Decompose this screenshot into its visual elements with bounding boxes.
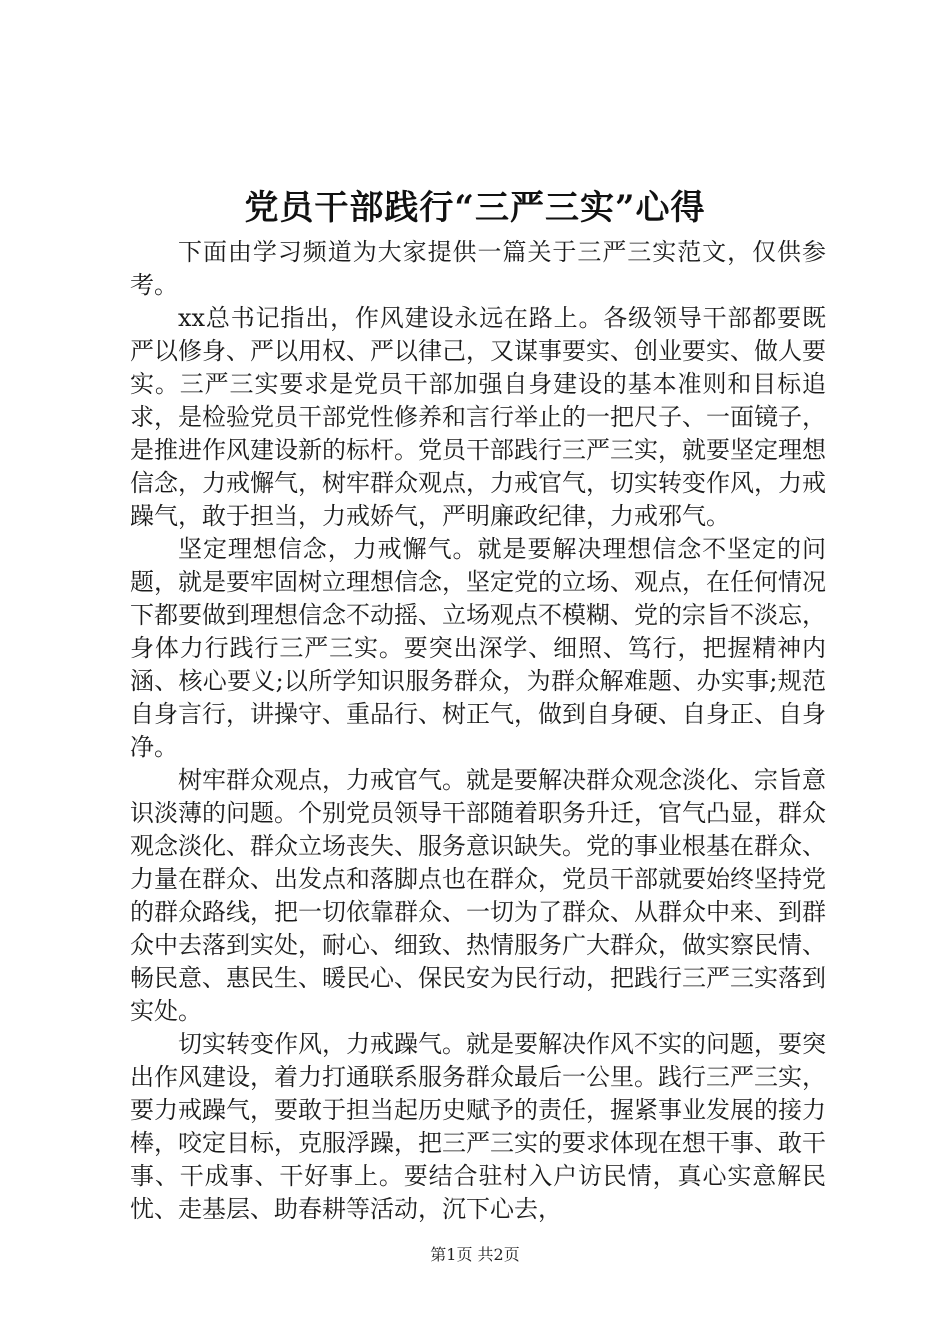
paragraph-work-style: 切实转变作风，力戒躁气。就是要解决作风不实的问题，要突出作风建设，着力打通联系服务群众最后一公里。践行三严三实，要力戒躁气，要敢于担当起历史赋予的责任，握紧事业发展的接力棒，咬定目标，克服浮躁，把三严三实的要求体现在想干事、敢干事、干成事、干好事上。要结合驻村入户访民情，真心实意解民忧、走基层、助春耕等活动，沉下心去， [130,1030,826,1223]
document-title: 党员干部践行“三严三实”心得 [244,188,706,228]
paragraph-masses: 树牢群众观点，力戒官气。就是要解决群众观念淡化、宗旨意识淡薄的问题。个别党员领导干部随着职务升迁，官气凸显，群众观念淡化、群众立场丧失、服务意识缺失。党的事业根基在群众、力量在群众、出发点和落脚点也在群众，党员干部就要始终坚持党的群众路线，把一切依靠群众、一切为了群众、从群众中来、到群众中去落到实处，耐心、细致、热情服务广大群众，做实察民情、畅民意、惠民生、暖民心、保民安为民行动，把践行三严三实落到实处。 [130,766,826,1025]
paragraph-ideals: 坚定理想信念，力戒懈气。就是要解决理想信念不坚定的问题，就是要牢固树立理想信念，坚定党的立场、观点，在任何情况下都要做到理想信念不动摇、立场观点不模糊、党的宗旨不淡忘，身体力行践行三严三实。要突出深学、细照、笃行，把握精神内涵、核心要义;以所学知识服务群众，为群众解难题、办实事;规范自身言行，讲操守、重品行、树正气，做到自身硬、自身正、自身净。 [130,535,826,761]
paragraph-intro: 下面由学习频道为大家提供一篇关于三严三实范文，仅供参考。 [130,238,826,299]
document-body [130,236,826,1226]
page-number-footer: 第1页 共2页 [430,1245,520,1264]
paragraph-overview: xx总书记指出，作风建设永远在路上。各级领导干部都要既严以修身、严以用权、严以律己，又谋事要实、创业要实、做人要实。三严三实要求是党员干部加强自身建设的基本准则和目标追求，是检验党员干部党性修养和言行举止的一把尺子、一面镜子，是推进作风建设新的标杆。党员干部践行三严三实，就要坚定理想信念，力戒懈气，树牢群众观点，力戒官气，切实转变作风，力戒躁气，敢于担当，力戒娇气，严明廉政纪律，力戒邪气。 [130,304,826,530]
